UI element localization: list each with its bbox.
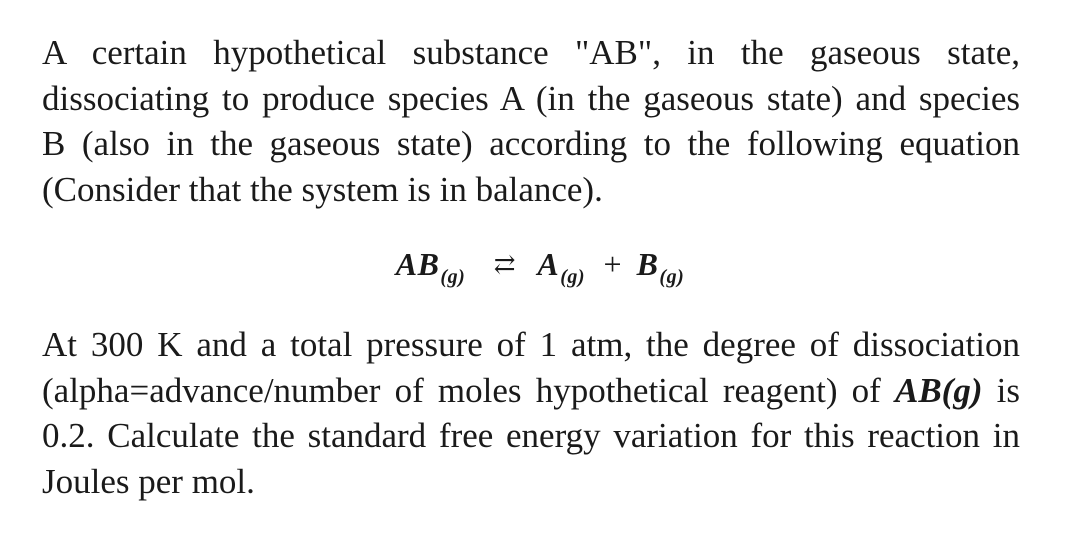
equilibrium-arrow-icon: ⇄ — [493, 250, 517, 279]
intro-line-2: dissociating to produce species A (in the gaseous state) and species — [42, 78, 1020, 118]
product-b-formula: B — [636, 246, 659, 282]
reactant-formula: AB — [395, 246, 440, 282]
question-line-2 — [42, 368, 1020, 414]
question-line-2-text: (alpha=advance/number of moles hypothetical reagent) of — [42, 370, 895, 410]
question-line-4: Joules per mol. — [42, 461, 255, 501]
product-a-state: (g) — [560, 266, 586, 288]
question-line-2-end: is — [982, 370, 1020, 410]
intro-line-4: (Consider that the system is in balance). — [42, 169, 603, 209]
product-b-state: (g) — [659, 266, 685, 288]
reaction-equation — [0, 246, 1080, 289]
intro-line-1: A certain hypothetical substance "AB", in the gaseous state, — [42, 33, 1020, 72]
reactant-state: (g) — [440, 266, 466, 288]
reactant-emphasis: AB(g) — [894, 370, 983, 410]
question-line-3: 0.2. Calculate the standard free energy variation for this reaction in — [42, 416, 1020, 455]
intro-line-3: B (also in the gaseous state) according to the following equation — [42, 124, 1020, 163]
product-a-formula: A — [537, 246, 560, 282]
question-paragraph — [42, 322, 1020, 504]
question-line-1: At 300 K and a total pressure of 1 atm, the degree of dissociation — [42, 325, 1020, 364]
plus-sign: + — [603, 246, 623, 282]
intro-paragraph — [42, 30, 1020, 212]
